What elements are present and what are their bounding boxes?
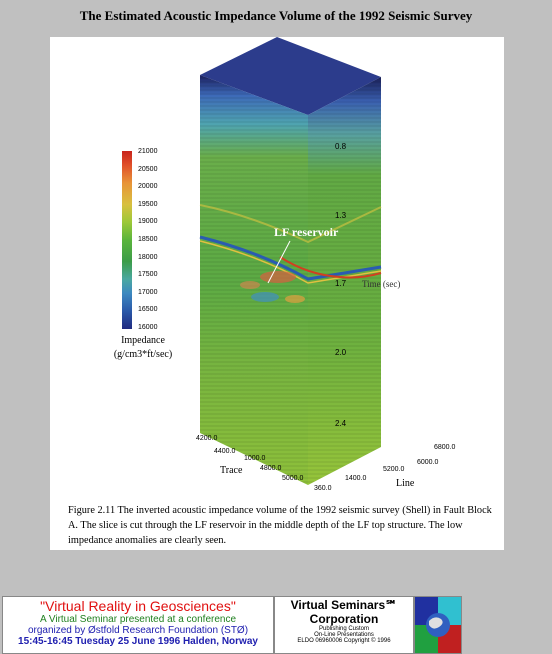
- colorbar-tick: 16000: [138, 324, 158, 331]
- trace-axis-label: Trace: [220, 465, 243, 476]
- line-tick: 6000.0: [417, 459, 439, 466]
- company-tagline: Publishing Custom: [318, 626, 370, 632]
- seminar-info[interactable]: [2, 596, 274, 654]
- impedance-colorbar: [122, 151, 132, 329]
- trace-tick: 4200.0: [196, 435, 218, 442]
- colorbar-tick: 18500: [138, 236, 158, 243]
- colorbar-tick: 21000: [138, 148, 158, 155]
- seminar-date: 15:45-16:45 Tuesday 25 June 1996 Halden, Norway: [18, 636, 258, 647]
- company-logo[interactable]: [414, 596, 462, 654]
- copyright: ELDO 06960006 Copyright © 1996: [297, 638, 391, 644]
- company-tagline-2: On-Line Presentations: [314, 632, 374, 638]
- colorbar-label: Impedance: [121, 335, 165, 346]
- time-label: 1.7: [335, 279, 347, 288]
- colorbar-tick: 20000: [138, 183, 158, 190]
- figure-panel: [50, 37, 504, 550]
- colorbar-units: (g/cm3*ft/sec): [113, 349, 173, 360]
- colorbar-tick: 16500: [138, 306, 158, 313]
- line-tick: 1400.0: [345, 475, 367, 482]
- impedance-volume-figure: [50, 37, 504, 550]
- seminar-headline: "Virtual Reality in Geosciences": [40, 598, 236, 614]
- colorbar-tick: 17500: [138, 271, 158, 278]
- figure-caption: Figure 2.11 The inverted acoustic impedance volume of the 1992 seismic survey (Shell) in Fault Block A. The slice is cut through the LF reservoir in the middle depth of the LF top structure. The low impedance anomalies are clearly seen.: [68, 505, 492, 546]
- line-tick: 6800.0: [434, 444, 456, 451]
- time-label: 1.3: [335, 211, 347, 220]
- time-axis-label: Time (sec): [362, 279, 401, 289]
- colorbar-tick: 20500: [138, 166, 158, 173]
- seminar-organizer: organized by Østfold Research Foundation (STØ): [27, 625, 249, 636]
- time-label: 0.8: [335, 142, 347, 151]
- colorbar-tick: 19500: [138, 201, 158, 208]
- trace-tick: 4800.0: [260, 465, 282, 472]
- seminar-banner: [0, 596, 552, 654]
- colorbar-tick: 19000: [138, 218, 158, 225]
- trace-tick: 5000.0: [282, 475, 304, 482]
- line-tick: 360.0: [314, 485, 332, 492]
- company-type: Corporation: [309, 612, 379, 626]
- time-label: 2.0: [335, 348, 347, 357]
- page-title: The Estimated Acoustic Impedance Volume of the 1992 Seismic Survey: [79, 8, 473, 23]
- colorbar-tick: 18000: [138, 254, 158, 261]
- globe-logo-icon: [415, 597, 461, 653]
- trace-tick: 4400.0: [214, 448, 236, 455]
- reservoir-annotation: LF reservoir: [274, 225, 339, 239]
- line-axis-label: Line: [396, 478, 415, 489]
- colorbar-tick: 17000: [138, 289, 158, 296]
- company-name: Virtual Seminars℠: [290, 598, 398, 612]
- line-tick: 5200.0: [383, 466, 405, 473]
- seminar-subtitle: A Virtual Seminar presented at a conference: [39, 614, 237, 625]
- company-info[interactable]: [274, 596, 414, 654]
- time-label: 2.4: [335, 419, 347, 428]
- trace-tick: 1000.0: [244, 455, 266, 462]
